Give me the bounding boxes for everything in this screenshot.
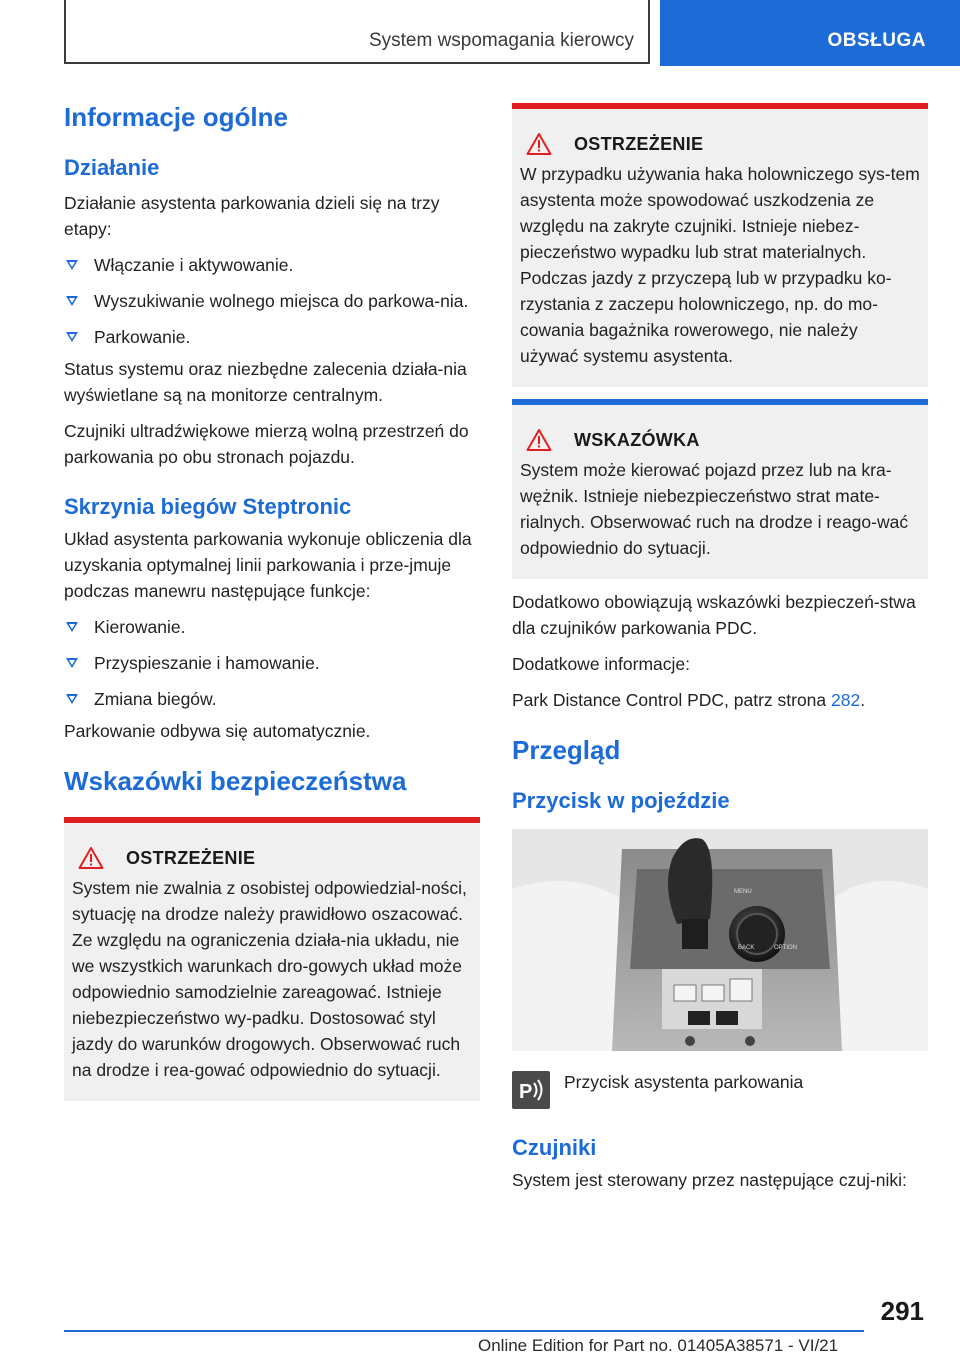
functions-list (64, 614, 480, 712)
note-header (520, 427, 920, 453)
list-item: Wyszukiwanie wolnego miejsca do parkowa-nia. (64, 288, 480, 314)
button-legend (512, 1069, 928, 1109)
heading-operation: Działanie (64, 155, 160, 181)
park-assist-button-icon (512, 1071, 550, 1109)
center-console-illustration (512, 829, 928, 1051)
photo-label-option: OPTION (774, 944, 798, 951)
list-item: Włączanie i aktywowanie. (64, 252, 480, 278)
list-item: Przyspieszanie i hamowanie. (64, 650, 480, 676)
header-section-box (64, 0, 650, 64)
warning-header (520, 131, 920, 157)
warning-text: W przypadku używania haka holowniczego sys-tem asystenta może spowodować uszkodzenia ze względu na zakryte czujniki. Istnieje niebez-pieczeństwo wypadku lub strat materialnych. Podczas jazdy z przyczepą lub w przypadku ko-rzystania z zaczepu holowniczego, np. do mo-cowania bagażnika rowerowego, nie należy używać systemu asystenta. (520, 164, 920, 366)
warning-title: OSTRZEŻENIE (574, 133, 704, 154)
page-number: 291 (880, 1296, 924, 1326)
paragraph-status: Status systemu oraz niezbędne zalecenia działa-nia wyświetlane są na monitorze centralnym. (64, 358, 467, 405)
paragraph-operation: Działanie asystenta parkowania dzieli się na trzy etapy: (64, 192, 440, 239)
heading-vehicle-button: Przycisk w pojeździe (512, 788, 730, 814)
photo-label-menu: MENU (734, 888, 752, 895)
paragraph-automatic: Parkowanie odbywa się automatycznie. (64, 720, 371, 741)
button-caption: Przycisk asystenta parkowania (564, 1071, 804, 1092)
page-header (0, 0, 960, 66)
photo-label-back: BACK (738, 944, 755, 951)
warning-triangle-icon (526, 132, 552, 156)
heading-sensors: Czujniki (512, 1134, 597, 1160)
warning-triangle-icon (78, 846, 104, 870)
triangle-bullet-icon (66, 296, 78, 306)
warning-header (72, 845, 472, 871)
svg-text:P: P (519, 1080, 533, 1103)
header-chapter-label: OBSŁUGA (827, 30, 926, 51)
footer-edition: Online Edition for Part no. 01405A38571 - VI/21 (478, 1336, 839, 1355)
triangle-bullet-icon (66, 694, 78, 704)
triangle-bullet-icon (66, 332, 78, 342)
paragraph-ultrasonic: Czujniki ultradźwiękowe mierzą wolną przestrzeń do parkowania po obu stronach pojazdu. (64, 420, 469, 467)
footer-divider (64, 1330, 864, 1332)
left-column (64, 100, 480, 1101)
triangle-bullet-icon (66, 658, 78, 668)
heading-general-info: Informacje ogólne (64, 102, 288, 132)
warning-box (512, 103, 928, 387)
heading-safety: Wskazówki bezpieczeństwa (64, 765, 407, 796)
right-column (512, 103, 928, 1193)
heading-steptronic: Skrzynia biegów Steptronic (64, 493, 352, 519)
paragraph-pdc: Dodatkowo obowiązują wskazówki bezpieczeń-stwa dla czujników parkowania PDC. (512, 592, 916, 638)
list-item: Kierowanie. (64, 614, 480, 640)
paragraph-sensors: System jest sterowany przez następujące czuj-niki: (512, 1169, 907, 1190)
paragraph-more-info: Dodatkowe informacje: (512, 654, 690, 674)
heading-overview: Przegląd (512, 735, 621, 765)
page-reference-link[interactable]: 282 (831, 690, 861, 710)
triangle-bullet-icon (66, 260, 78, 270)
list-item: Zmiana biegów. (64, 686, 480, 712)
warning-title: OSTRZEŻENIE (126, 847, 256, 868)
paragraph-reference: Park Distance Control PDC, patrz strona 282. (512, 690, 866, 710)
note-text: System może kierować pojazd przez lub na kra-wężnik. Istnieje niebezpieczeństwo strat mate-rialnych. Obserwować ruch na drodze i reago-wać odpowiednio do sytuacji. (520, 460, 909, 558)
note-box (512, 399, 928, 579)
paragraph-steptronic: Układ asystenta parkowania wykonuje obliczenia dla uzyskania optymalnej linii parkowania i prze-jmuje podczas manewru następujące funkcje: (64, 528, 472, 601)
warning-text: System nie zwalnia z osobistej odpowiedzial-ności, sytuację na drodze należy prawidłowo oszacować. Ze względu na ograniczenia działa-nia układu, nie we wszystkich warunkach dro-gowych układ może odpowiednio samodzielnie zareagować. Istnieje niebezpieczeństwo wy-padku. Dostosować styl jazdy do warunków drogowych. Obserwować ruch na drodze i rea-gować odpowiednio do sytuacji. (72, 878, 467, 1081)
list-item: Parkowanie. (64, 324, 480, 350)
center-console-photo (512, 829, 928, 1051)
warning-triangle-icon (526, 428, 552, 452)
steps-list (64, 252, 480, 350)
warning-box (64, 817, 480, 1101)
header-chapter-tab[interactable] (660, 0, 960, 66)
note-title: WSKAZÓWKA (574, 429, 700, 450)
header-section-title: System wspomagania kierowcy (368, 30, 634, 51)
triangle-bullet-icon (66, 622, 78, 632)
